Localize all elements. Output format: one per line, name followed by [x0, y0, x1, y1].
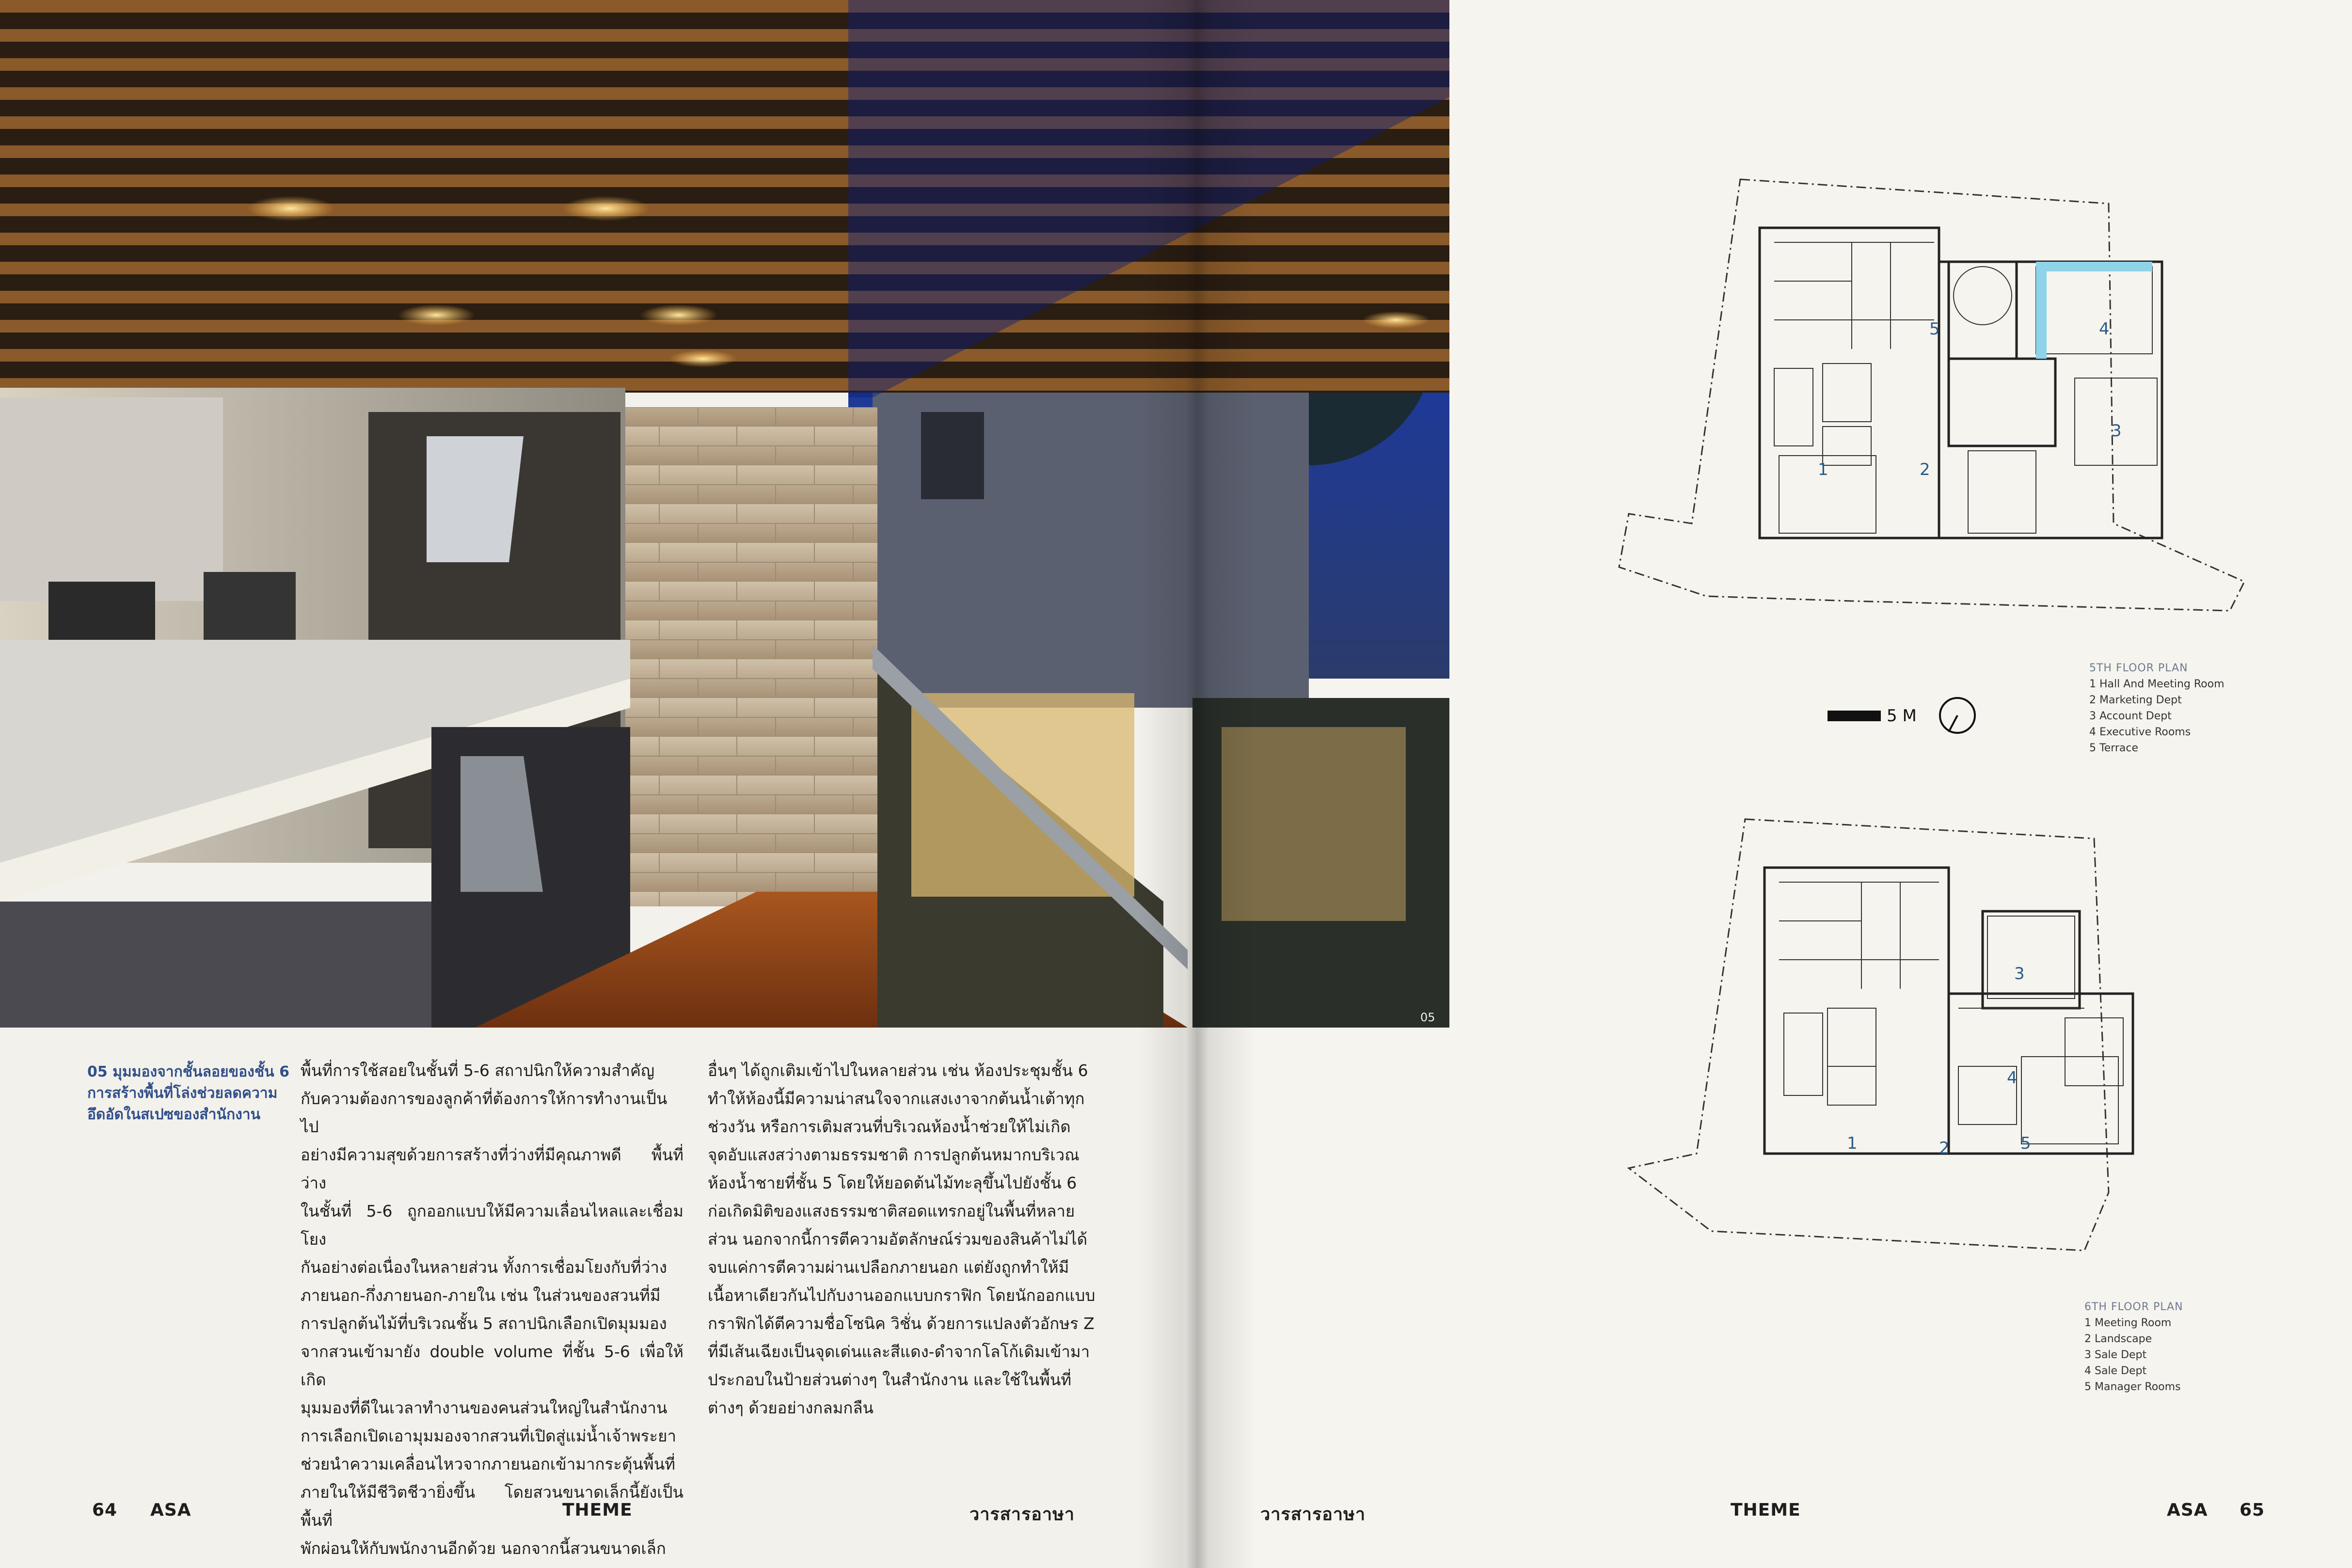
journal-name-left: วารสารอาษา	[969, 1505, 1075, 1524]
body-line: มุมมองที่ดีในเวลาทำงานของคนส่วนใหญ่ในสำนักงาน	[301, 1398, 667, 1417]
body-line: การปลูกต้นไม้ที่บริเวณชั้น 5 สถาปนิกเลือกเปิดมุมมอง	[301, 1314, 667, 1333]
plan6-label-3: 3	[2014, 964, 2025, 983]
body-line: จุดอับแสงสว่างตามธรรมชาติ การปลูกต้นหมากบริเวณ	[708, 1145, 1080, 1164]
body-line: ภายนอก-กึ่งภายนอก-ภายใน เช่น ในส่วนของสวนที่มี	[301, 1286, 661, 1305]
legend-item: 1 Meeting Room	[2084, 1317, 2172, 1329]
caption-line: มุมมองจากชั้นลอยของชั้น 6	[112, 1063, 289, 1080]
section-left: THEME	[562, 1500, 633, 1520]
body-line: จากสวนเข้ามายัง double volume ที่ชั้น 5-6 เพื่อให้เกิด	[301, 1342, 683, 1389]
page-number-right: 65	[2240, 1500, 2265, 1520]
body-line: ในชั้นที่ 5-6 ถูกออกแบบให้มีความเลื่อนไหลและเชื่อมโยง	[301, 1202, 683, 1249]
interior-photo	[0, 0, 1449, 1028]
body-line: ประกอบในป้ายส่วนต่างๆ ในสำนักงาน และใช้ในพื้นที่	[708, 1370, 1072, 1389]
plan6-label-5: 5	[2020, 1134, 2031, 1153]
plan6-label-4: 4	[2007, 1068, 2018, 1088]
body-line: กราฟิกได้ตีความชื่อโซนิค วิชั่น ด้วยการแปลงตัวอักษร Z	[708, 1314, 1095, 1333]
plan6-label-1: 1	[1847, 1134, 1858, 1153]
legend-5th-floor	[2089, 660, 2225, 756]
legend-item: 5 Terrace	[2089, 742, 2139, 754]
plan5-label-1: 1	[1818, 460, 1828, 479]
legend-title: 5TH FLOOR PLAN	[2089, 662, 2188, 674]
plan5-label-3: 3	[2111, 421, 2122, 441]
legend-title: 6TH FLOOR PLAN	[2084, 1301, 2183, 1313]
photo-number: 05	[1420, 1011, 1435, 1024]
body-line: ภายในให้มีชีวิตชีวายิ่งขึ้น โดยสวนขนาดเล็กนี้ยังเป็นพื้นที่	[301, 1483, 683, 1530]
legend-item: 4 Sale Dept	[2084, 1365, 2147, 1377]
body-line: ก่อเกิดมิติของแสงธรรมชาติสอดแทรกอยู่ในพื้นที่หลาย	[708, 1202, 1075, 1220]
body-line: พื้นที่การใช้สอยในชั้นที่ 5-6 สถาปนิกให้ความสำคัญ	[301, 1061, 655, 1080]
legend-6th-floor	[2084, 1299, 2183, 1395]
journal-name-right: วารสารอาษา	[1260, 1505, 1366, 1524]
body-line: เนื้อหาเดียวกันไปกับงานออกแบบกราฟิก โดยนักออกแบบ	[708, 1286, 1096, 1305]
body-line: พักผ่อนให้กับพนักงานอีกด้วย นอกจากนี้สวนขนาดเล็ก	[301, 1539, 666, 1558]
caption-number: 05	[87, 1063, 108, 1080]
body-line: ช่วยนำความเคลื่อนไหวจากภายนอกเข้ามากระตุ้นพื้นที่	[301, 1455, 676, 1473]
body-line: ต่างๆ ด้วยอย่างกลมกลืน	[708, 1398, 874, 1417]
body-line: กับความต้องการของลูกค้าที่ต้องการให้การทำงานเป็นไป	[301, 1089, 667, 1136]
plan5-label-5: 5	[1929, 319, 1940, 339]
body-line: ห้องน้ำชายที่ชั้น 5 โดยให้ยอดต้นไม้ทะลุขึ้นไปยังชั้น 6	[708, 1173, 1077, 1192]
body-line: ส่วน นอกจากนี้การตีความอัตลักษณ์ร่วมของสินค้าไม่ได้	[708, 1230, 1088, 1249]
caption-line: การสร้างพื้นที่โล่งช่วยลดความ	[87, 1085, 278, 1102]
body-line: จบแค่การตีความผ่านเปลือกภายนอก แต่ยังถูกทำให้มี	[708, 1258, 1069, 1277]
brand-right: ASA	[2167, 1500, 2208, 1520]
legend-item: 4 Executive Rooms	[2089, 726, 2191, 738]
plan5-label-4: 4	[2099, 319, 2110, 339]
brand-left: ASA	[150, 1500, 191, 1520]
plan5-label-2: 2	[1920, 460, 1930, 479]
body-line: ทำให้ห้องนี้มีความน่าสนใจจากแสงเงาจากต้นน้ำเต้าทุก	[708, 1089, 1085, 1108]
legend-item: 3 Sale Dept	[2084, 1349, 2147, 1361]
body-line: การเลือกเปิดเอามุมมองจากสวนที่เปิดสู่แม่น้ำเจ้าพระยา	[301, 1426, 676, 1445]
caption-line: อึดอัดในสเปซของสำนักงาน	[87, 1106, 261, 1123]
legend-item: 3 Account Dept	[2089, 710, 2172, 722]
floor-plan-6	[1600, 814, 2278, 1275]
scale-bar	[1828, 693, 1983, 737]
legend-item: 2 Landscape	[2084, 1333, 2152, 1345]
body-line: ที่มีเส้นเฉียงเป็นจุดเด่นและสีแดง-ดำจากโลโก้เดิมเข้ามา	[708, 1342, 1090, 1361]
legend-item: 2 Marketing Dept	[2089, 694, 2182, 706]
scale-label: 5 M	[1887, 706, 1917, 726]
body-column-2	[708, 1057, 1100, 1422]
body-column-1	[301, 1057, 683, 1563]
section-right: THEME	[1731, 1500, 1801, 1520]
page-number-left: 64	[92, 1500, 118, 1520]
body-line: กันอย่างต่อเนื่องในหลายส่วน ทั้งการเชื่อมโยงกับที่ว่าง	[301, 1258, 667, 1277]
legend-item: 5 Manager Rooms	[2084, 1381, 2181, 1393]
plan6-label-2: 2	[1939, 1139, 1950, 1158]
body-line: อื่นๆ ได้ถูกเติมเข้าไปในหลายส่วน เช่น ห้องประชุมชั้น 6	[708, 1061, 1088, 1080]
photo-caption	[87, 1061, 291, 1125]
legend-item: 1 Hall And Meeting Room	[2089, 678, 2225, 690]
floor-plan-5	[1600, 174, 2278, 620]
body-line: อย่างมีความสุขด้วยการสร้างที่ว่างที่มีคุณภาพดี พื้นที่ว่าง	[301, 1145, 683, 1192]
body-line: ช่วงวัน หรือการเติมสวนที่บริเวณห้องน้ำช่วยให้ไม่เกิด	[708, 1117, 1071, 1136]
